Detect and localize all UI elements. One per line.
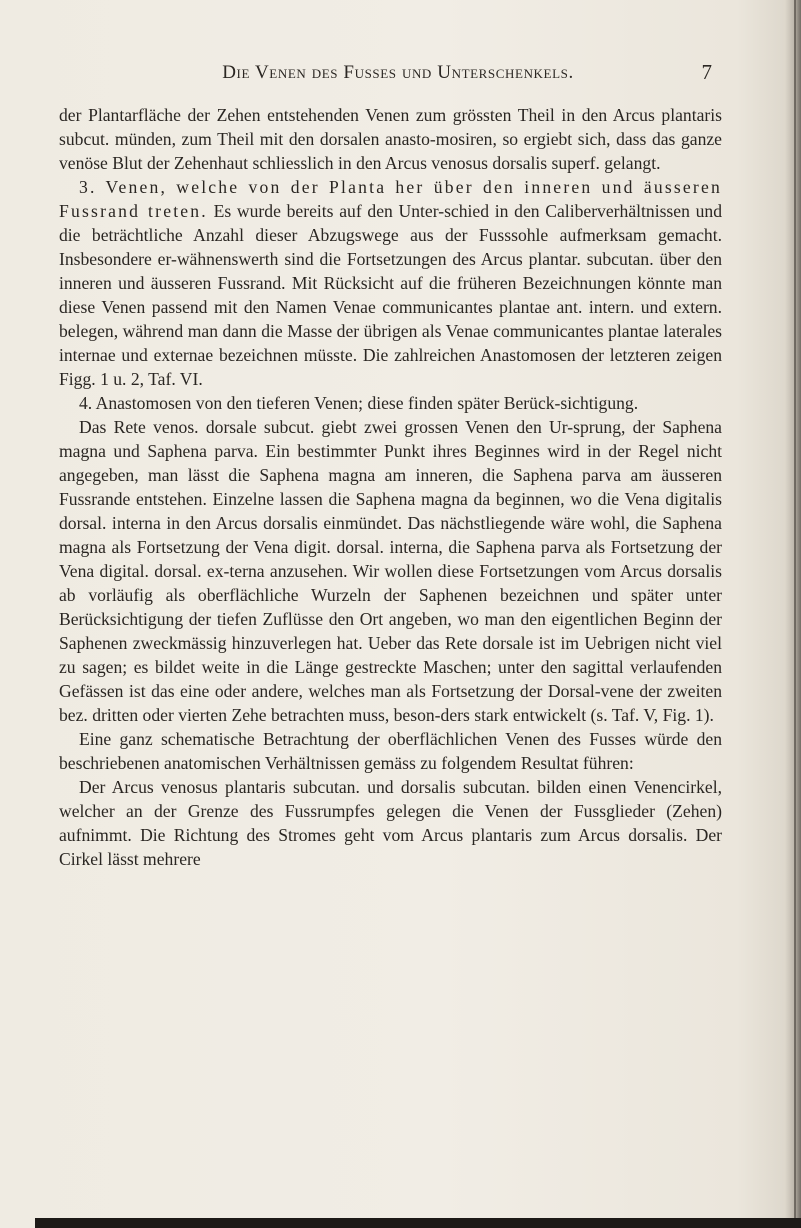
section-3-heading: 3. Venen, welche von der Planta her über den inneren und äusseren Fussrand treten.	[59, 177, 722, 221]
bottom-scan-edge	[35, 1218, 801, 1228]
paragraph-section-4: 4. Anastomosen von den tieferen Venen; diese finden später Berück-sichtigung.	[79, 393, 639, 413]
paragraph-arcus-venosus: Der Arcus venosus plantaris subcutan. und dorsalis subcutan. bilden einen Venencirkel, welcher an der Grenze des Fussrumpfes gelegen die Venen der Fussglieder (Zehen) aufnimmt. Die Richtung des Stromes geht vom Arcus plantaris zum Arcus dorsalis. Der Cirkel lässt mehrere	[59, 777, 722, 869]
running-head	[60, 58, 720, 88]
page-edge-line	[794, 0, 796, 1228]
body-text	[59, 103, 722, 871]
section-3-text: Es wurde bereits auf den Unter-schied in den Caliberverhältnissen und die beträchtliche Anzahl dieser Abzugswege aus der Fusssohle aufmerksam gemacht. Insbesondere er-wähnenswerth sind die Fortsetzungen des Arcus plantar. subcutan. über den inneren und äusseren Fussrand. Mit Rücksicht auf die früheren Bezeichnungen könnte man diese Venen passend mit den Namen Venae communicantes plantae ant. intern. und extern. belegen, während man dann die Masse der übrigen als Venae communicantes plantae laterales internae und externae bezeichnen müsste. Die zahlreichen Anastomosen der letzteren zeigen Figg. 1 u. 2, Taf. VI.	[59, 201, 722, 389]
page-edge-shadow	[785, 0, 801, 1228]
paragraph-continuation: der Plantarfläche der Zehen entstehenden Venen zum grössten Theil in den Arcus plantaris subcut. münden, zum Theil mit den dorsalen anasto-mosiren, so ergiebt sich, dass das ganze venöse Blut der Zehenhaut schliesslich in den Arcus venosus dorsalis superf. gelangt.	[59, 105, 722, 173]
paragraph-rete-dorsale: Das Rete venos. dorsale subcut. giebt zwei grossen Venen den Ur-sprung, der Saphena magna und Saphena parva. Ein bestimmter Punkt ihres Beginnes wird in der Regel nicht angegeben, man lässt die Saphena magna am inneren, die Saphena parva am äusseren Fussrande entstehen. Einzelne lassen die Saphena magna da beginnen, wo die Vena digitalis dorsal. interna in den Arcus dorsalis einmündet. Das nächstliegende wäre wohl, die Saphena magna als Fortsetzung der Vena digit. dorsal. interna, die Saphena parva als Fortsetzung der Vena digital. dorsal. ex-terna anzusehen. Wir wollen diese Fortsetzungen vom Arcus dorsalis ab vorläufig als oberflächliche Wurzeln der Saphenen bezeichnen und später unter Berücksichtigung der tiefen Zuflüsse den Ort angeben, wo man den eigentlichen Beginn der Saphenen zweckmässig hinzuverlegen hat. Ueber das Rete dorsale ist im Uebrigen nicht viel zu sagen; es bildet weite in die Länge gestreckte Maschen; unter den sagittal verlaufenden Gefässen ist das eine oder andere, welches man als Fortsetzung der Dorsal-vene der zweiten bez. dritten oder vierten Zehe betrachten muss, beson-ders stark entwickelt (s. Taf. V, Fig. 1).	[59, 417, 722, 725]
paragraph-section-3	[59, 175, 722, 391]
paragraph-schematic: Eine ganz schematische Betrachtung der oberflächlichen Venen des Fusses würde den beschriebenen anatomischen Verhältnissen gemäss zu folgendem Resultat führen:	[59, 729, 722, 773]
page-number: 7	[701, 60, 712, 84]
running-head-title: Die Venen des Fusses und Unterschenkels.	[222, 62, 574, 83]
